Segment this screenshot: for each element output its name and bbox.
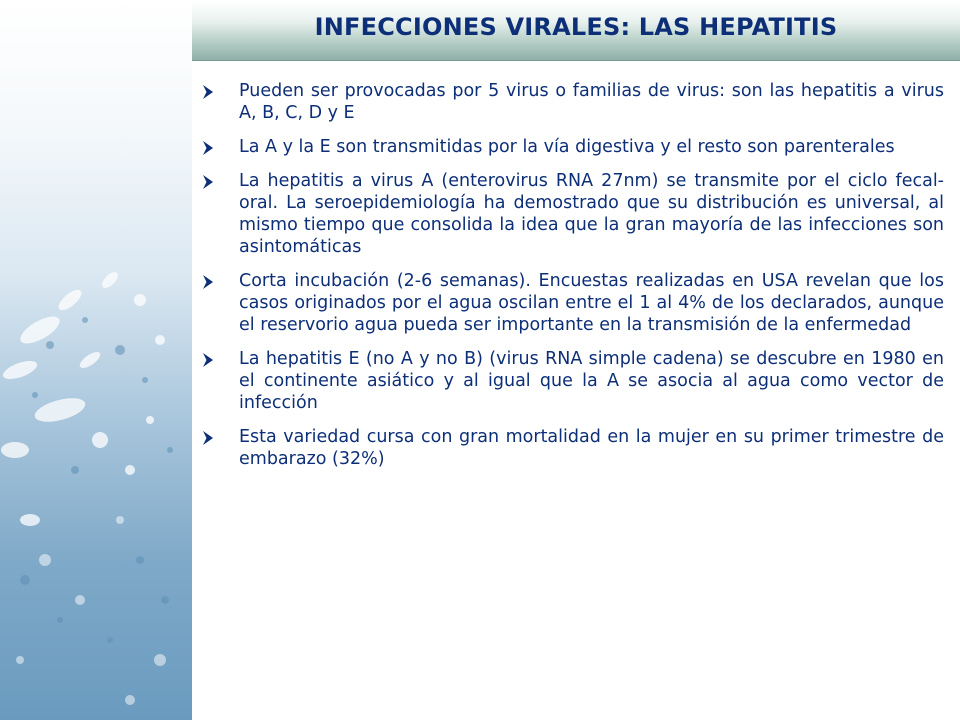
bullet-text: La hepatitis E (no A y no B) (virus RNA simple cadena) se descubre en 1980 en el continente asiático y al igual que la A se asocia al agua como vector de infección [239, 349, 944, 413]
bullet-text: La hepatitis a virus A (enterovirus RNA 27nm) se transmite por el ciclo fecal-oral. La seroepidemiología ha demostrado que su distribución es universal, al mismo tiempo que consolida la idea que la gran mayoría de las infecciones son asintomáticas [239, 171, 944, 257]
water-droplets-graphic [0, 0, 192, 720]
bullet-item [202, 80, 944, 124]
bullet-text: Corta incubación (2-6 semanas). Encuestas realizadas en USA revelan que los casos originados por el agua oscilan entre el 1 al 4% de los declarados, aunque el reservorio agua pueda ser importante en la transmisión de la enfermedad [239, 271, 944, 335]
bullet-list [202, 80, 944, 470]
bullet-text: La A y la E son transmitidas por la vía digestiva y el resto son parenterales [239, 137, 895, 157]
arrow-bullet-icon [202, 274, 214, 290]
bullet-text: Esta variedad cursa con gran mortalidad en la mujer en su primer trimestre de embarazo (32%) [239, 427, 944, 469]
arrow-bullet-icon [202, 352, 214, 368]
arrow-bullet-icon [202, 84, 214, 100]
bullet-item [202, 348, 944, 414]
bullet-item [202, 426, 944, 470]
slide-content [202, 80, 944, 482]
bullet-item [202, 136, 944, 158]
bullet-item [202, 270, 944, 336]
arrow-bullet-icon [202, 174, 214, 190]
arrow-bullet-icon [202, 430, 214, 446]
water-splash-image [0, 0, 192, 720]
slide-title: INFECCIONES VIRALES: LAS HEPATITIS [314, 13, 838, 41]
bullet-item [202, 170, 944, 258]
arrow-bullet-icon [202, 140, 214, 156]
bullet-text: Pueden ser provocadas por 5 virus o familias de virus: son las hepatitis a virus A, B, C, D y E [239, 81, 944, 123]
title-bar [192, 0, 960, 61]
